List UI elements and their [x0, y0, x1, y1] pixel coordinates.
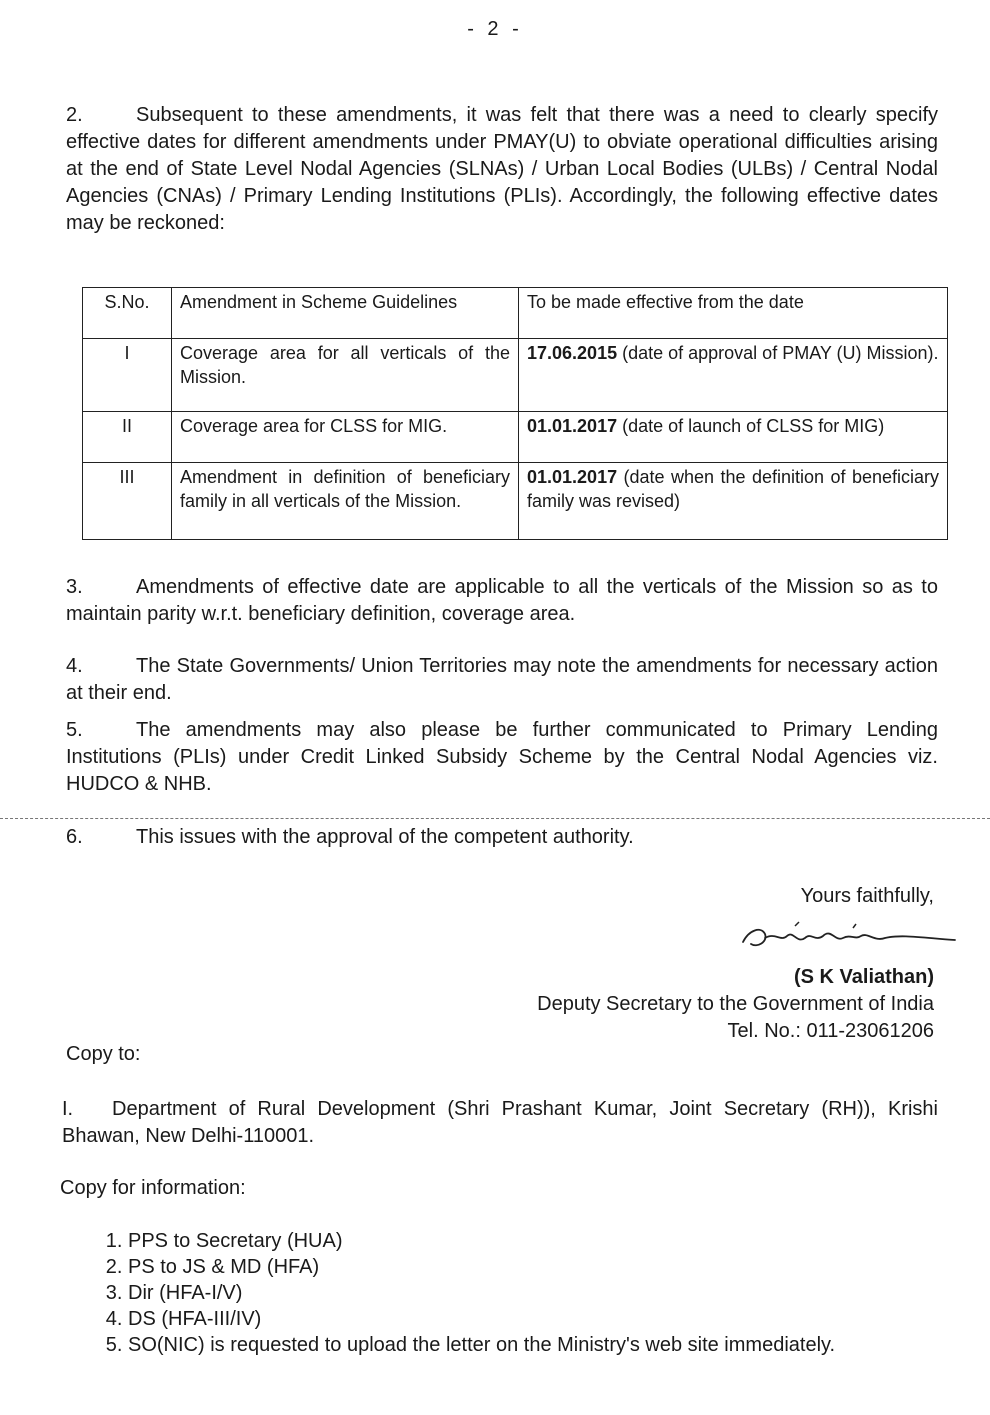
- paragraph-text: This issues with the approval of the competent authority.: [136, 826, 634, 848]
- table-header-row: [83, 288, 948, 339]
- paragraph-2: [66, 102, 938, 237]
- header-sno: S.No.: [83, 288, 172, 339]
- entry-number: I.: [62, 1098, 74, 1120]
- signatory-designation: Deputy Secretary to the Government of India: [537, 993, 934, 1015]
- copy-to-entry: [62, 1096, 938, 1150]
- cell-amendment: Amendment in definition of beneficiary family in all verticals of the Mission.: [172, 463, 519, 540]
- table-row: [83, 339, 948, 412]
- date-note: (date when the definition of beneficiary family was revised): [527, 467, 939, 511]
- effective-date: 01.01.2017: [527, 416, 618, 436]
- effective-dates-table: [82, 287, 948, 540]
- page-number: - 2 -: [467, 18, 523, 40]
- paragraph-5: [66, 717, 938, 798]
- handwritten-signature: [735, 912, 960, 962]
- list-item: 2. PS to JS & MD (HFA): [128, 1254, 968, 1280]
- paragraph-text: The amendments may also please be further communicated to Primary Lending Institutions (PLIs) under Credit Linked Subsidy Scheme by the Central Nodal Agencies viz. HUDCO & NHB.: [66, 719, 938, 795]
- cell-sno: II: [83, 412, 172, 463]
- paragraph-number: 2.: [66, 104, 83, 126]
- date-note: (date of approval of PMAY (U) Mission).: [617, 343, 939, 363]
- cell-amendment: Coverage area for CLSS for MIG.: [172, 412, 519, 463]
- header-effective-date: To be made effective from the date: [519, 288, 948, 339]
- paragraph-number: 6.: [66, 826, 83, 848]
- table-row: [83, 412, 948, 463]
- paragraph-text: Amendments of effective date are applicable to all the verticals of the Mission so as to maintain parity w.r.t. beneficiary definition, coverage area.: [66, 576, 938, 625]
- effective-date: 01.01.2017: [527, 467, 618, 487]
- list-item: 5. SO(NIC) is requested to upload the letter on the Ministry's web site immediately.: [128, 1332, 968, 1358]
- list-item: 3. Dir (HFA-I/V): [128, 1280, 968, 1306]
- cell-effective-date: [519, 463, 948, 540]
- paragraph-3: [66, 574, 938, 628]
- copy-to-label: Copy to:: [66, 1043, 141, 1065]
- cell-amendment: Coverage area for all verticals of the Mission.: [172, 339, 519, 412]
- header-amendment: Amendment in Scheme Guidelines: [172, 288, 519, 339]
- date-note: (date of launch of CLSS for MIG): [617, 416, 885, 436]
- paragraph-number: 4.: [66, 655, 83, 677]
- list-item: 4. DS (HFA-III/IV): [128, 1306, 968, 1332]
- closing: Yours faithfully,: [800, 885, 934, 907]
- cell-effective-date: [519, 339, 948, 412]
- paragraph-number: 5.: [66, 719, 83, 741]
- paragraph-text: The State Governments/ Union Territories may note the amendments for necessary action at their end.: [66, 655, 938, 704]
- table-row: [83, 463, 948, 540]
- signatory-name: (S K Valiathan): [793, 966, 934, 988]
- copy-info-label: Copy for information:: [60, 1177, 246, 1199]
- paragraph-6: [66, 824, 938, 851]
- cell-effective-date: [519, 412, 948, 463]
- cell-sno: I: [83, 339, 172, 412]
- paragraph-number: 3.: [66, 576, 83, 598]
- signatory-telephone: Tel. No.: 011-23061206: [727, 1020, 934, 1042]
- paragraph-text: Subsequent to these amendments, it was felt that there was a need to clearly specify effective dates for different amendments under PMAY(U) to obviate operational difficulties arising at the end of State Level Nodal Agencies (SLNAs) / Urban Local Bodies (ULBs) / Central Nodal Agencies (CNAs) / Primary Lending Institutions (PLIs). Accordingly, the following effective dates may be reckoned:: [66, 104, 938, 234]
- copy-info-list: [90, 1228, 968, 1358]
- list-item: 1. PPS to Secretary (HUA): [128, 1228, 968, 1254]
- paragraph-4: [66, 653, 938, 707]
- scan-artifact-line: [0, 818, 990, 819]
- effective-date: 17.06.2015: [527, 343, 618, 363]
- cell-sno: III: [83, 463, 172, 540]
- entry-text: Department of Rural Development (Shri Prashant Kumar, Joint Secretary (RH)), Krishi Bhawan, New Delhi-110001.: [62, 1098, 938, 1147]
